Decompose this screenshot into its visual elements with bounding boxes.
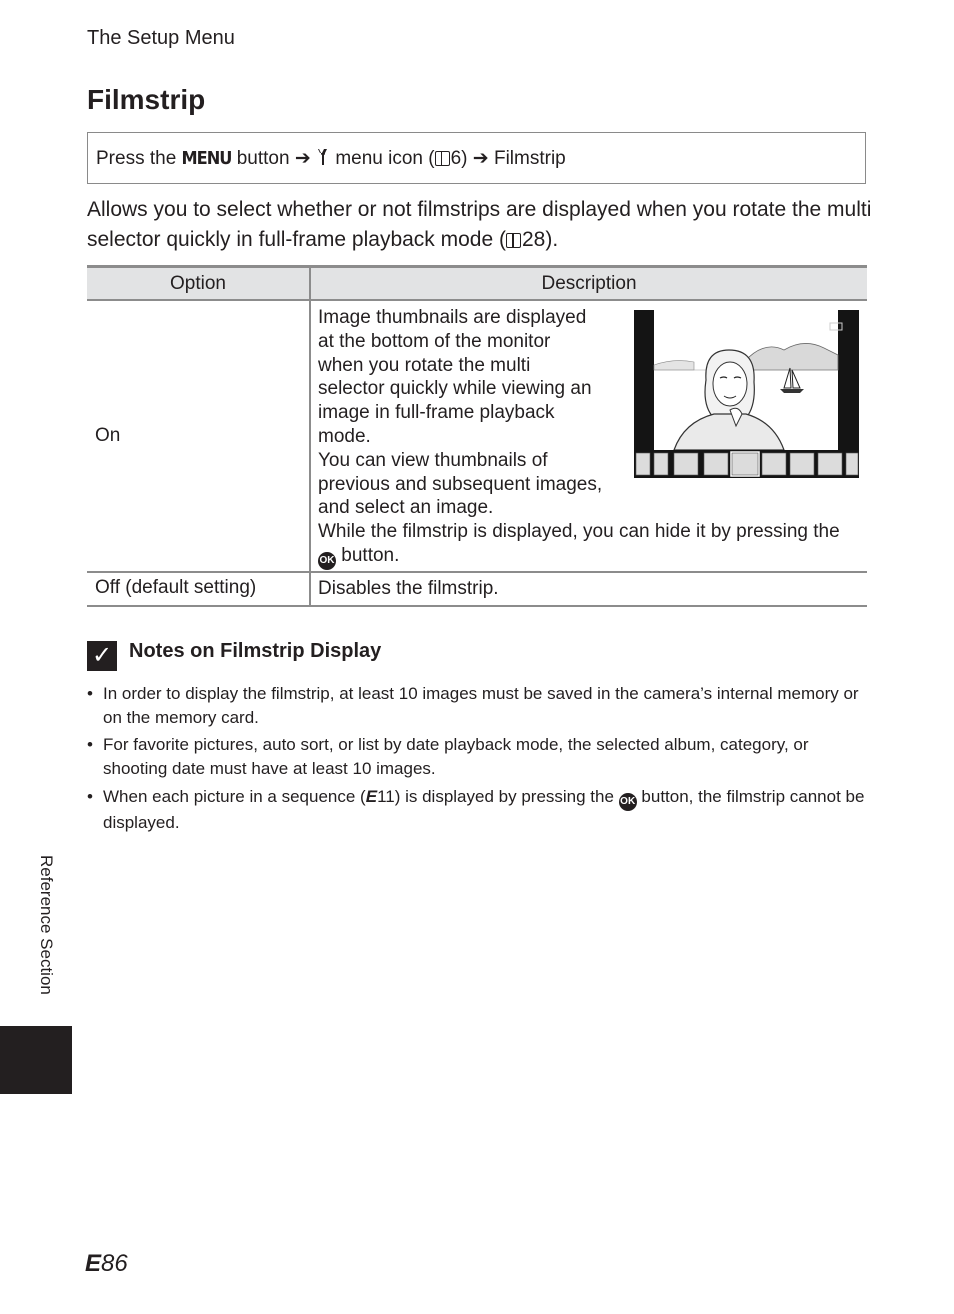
on-description: [318, 306, 618, 520]
playback-screen-illustration: [634, 310, 859, 478]
list-item: • In order to display the filmstrip, at least 10 images must be saved in the camera’s internal memory or on the memory card.: [87, 682, 867, 730]
desc-line: and select an image.: [318, 497, 494, 519]
option-off: Off (default setting): [95, 577, 257, 598]
arrow-icon: ➔: [472, 148, 489, 169]
menu-button-icon: MENU: [181, 148, 232, 169]
list-item: • For favorite pictures, auto sort, or list by date playback mode, the selected album, category, or shooting date must have at least 10 images.: [87, 733, 867, 781]
wrench-icon: [316, 148, 330, 166]
desc-line: when you rotate the multi: [318, 354, 531, 376]
desc-line: You can view thumbnails of: [318, 449, 548, 471]
nav-target: Filmstrip: [493, 148, 566, 169]
bullet-text: button, the filmstrip cannot be displayed.: [103, 787, 865, 832]
bullet-text: When each picture in a sequence (: [103, 787, 366, 806]
frame-counter: 4/ 132: [786, 431, 823, 443]
section-tab-marker: [0, 1026, 72, 1094]
nav-prefix: Press the: [96, 148, 177, 169]
list-item: [87, 785, 867, 835]
desc-line: While the filmstrip is displayed, you can hide it by pressing the: [318, 521, 840, 542]
desc-line: [318, 544, 858, 570]
playback-screen-drawing: [634, 310, 859, 478]
off-description: Disables the filmstrip.: [318, 578, 499, 599]
intro-text: Allows you to select whether or not filmstrips are displayed when you rotate the multi selector quickly in full-frame playback mode (: [87, 198, 872, 251]
header-description: Description: [541, 273, 637, 294]
book-icon: [506, 233, 521, 248]
nav-menu-icon-label: menu icon (: [335, 148, 435, 169]
ok-button-icon: OK: [318, 552, 336, 570]
page-number-value: 86: [101, 1250, 128, 1277]
option-on: On: [95, 425, 121, 446]
side-section-label: Reference Section: [37, 855, 56, 995]
reference-e-icon: E: [85, 1250, 102, 1277]
desc-line: Image thumbnails are displayed: [318, 307, 587, 328]
bullet-text: 11) is displayed by pressing the: [377, 787, 614, 806]
check-mark-icon: ✓: [87, 641, 117, 671]
menu-path-box: [87, 132, 866, 184]
notes-heading: [87, 640, 381, 671]
intro-page-ref: 28).: [522, 228, 559, 251]
desc-line: at the bottom of the monitor: [318, 330, 551, 352]
on-description-wide: [318, 520, 858, 570]
reference-e-icon: E: [365, 787, 378, 806]
book-icon: [435, 151, 450, 166]
nav-button-word: button: [236, 148, 290, 169]
desc-line: selector quickly while viewing an: [318, 378, 592, 400]
intro-paragraph: [87, 195, 877, 255]
table-header: [87, 268, 867, 299]
desc-line: mode.: [318, 425, 371, 447]
desc-line: image in full-frame playback: [318, 402, 555, 424]
page-title: Filmstrip: [87, 84, 206, 115]
section-header: The Setup Menu: [87, 27, 235, 49]
ok-button-icon: OK: [619, 793, 637, 811]
arrow-icon: ➔: [294, 148, 311, 169]
desc-line: previous and subsequent images,: [318, 473, 603, 495]
header-option: Option: [170, 273, 226, 294]
page-number: [85, 1250, 128, 1278]
desc-text: button.: [341, 544, 400, 566]
notes-title-text: Notes on Filmstrip Display: [129, 640, 382, 662]
nav-page-ref: 6): [450, 148, 468, 169]
